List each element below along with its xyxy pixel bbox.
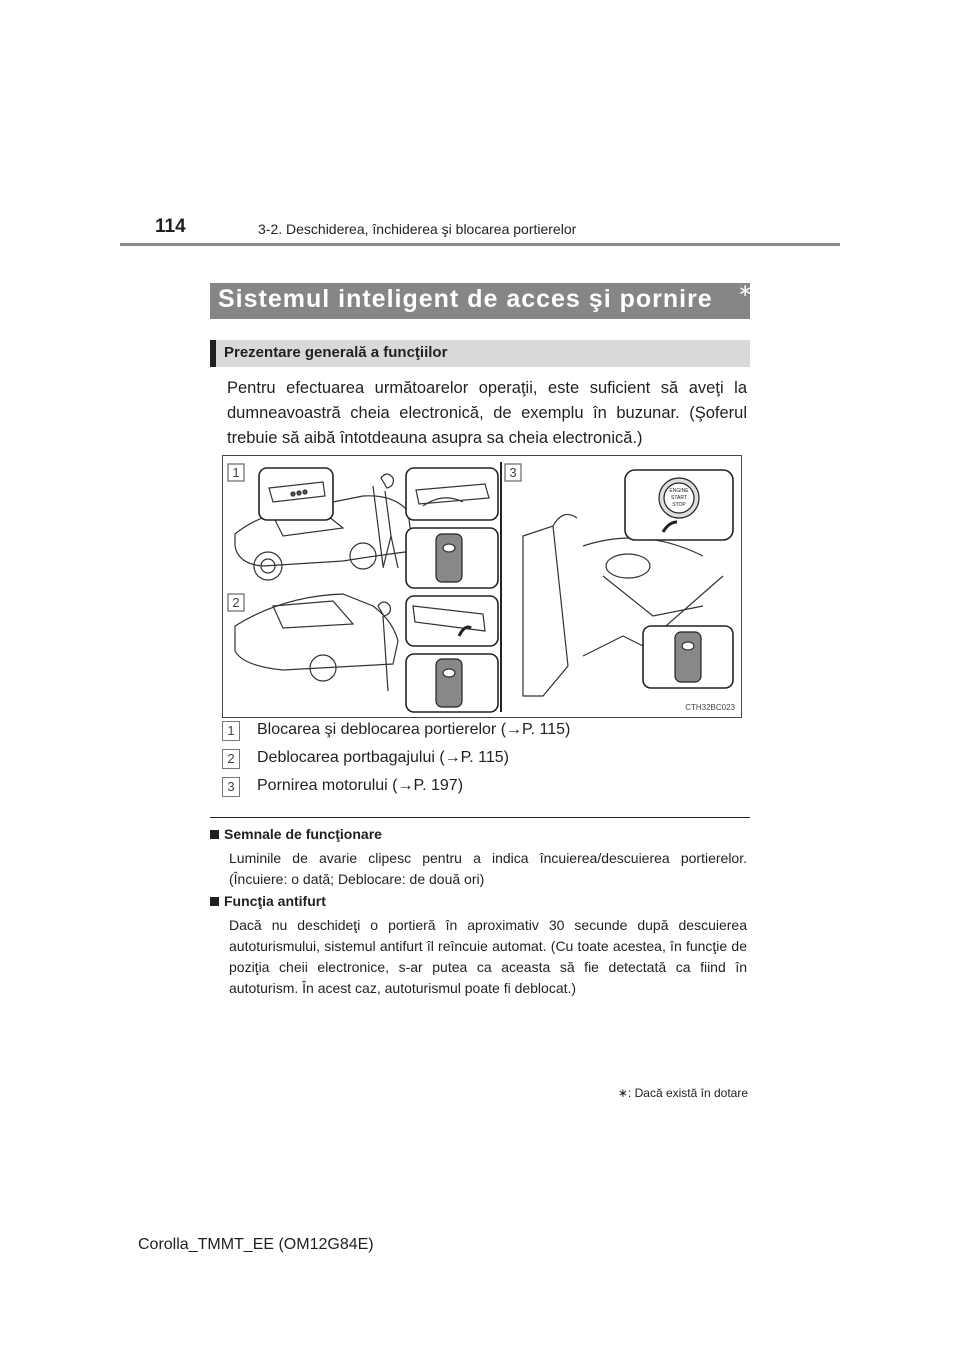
callout-text: Deblocarea portbagajului (→P. 115) (257, 749, 510, 766)
svg-text:3: 3 (509, 465, 517, 480)
illus-label-2 (228, 594, 244, 611)
svg-text:ENGINE: ENGINE (669, 488, 689, 494)
note-heading-text: Semnale de funcţionare (224, 826, 382, 842)
section-heading-marker (210, 340, 216, 367)
note-heading-2 (210, 893, 326, 909)
footer-doc-id: Corolla_TMMT_EE (OM12G84E) (138, 1236, 374, 1253)
chapter-title: 3-2. Deschiderea, închiderea şi blocarea portierelor (258, 221, 577, 237)
intro-paragraph: Pentru efectuarea următoarelor operaţii, este suficient să aveţi la dumneavoastră cheia electronică, de exemplu în buzunar. (Şoferul trebuie să aibă întotdeauna asupra sa cheia electronică.) (227, 379, 747, 447)
footnote: ∗: Dacă există în dotare (617, 1086, 748, 1100)
svg-text:STOP: STOP (672, 502, 686, 508)
illustration-code: CTH32BC023 (685, 703, 735, 712)
illus-label-3 (505, 464, 521, 481)
section-divider (210, 817, 750, 818)
callout-number: 3 (222, 777, 240, 797)
engine-start-button-inset (625, 470, 733, 540)
note-heading-text: Funcţia antifurt (224, 893, 326, 909)
page-number: 114 (155, 216, 186, 237)
callout-text: Pornirea motorului (→P. 197) (257, 777, 464, 794)
section-heading: Prezentare generală a funcţiilor (224, 344, 448, 361)
car-rear-illustration (235, 594, 398, 691)
door-handle-inset (259, 468, 333, 520)
page-title: Sistemul inteligent de acces şi pornire (218, 285, 713, 313)
note-body-2: Dacă nu deschideţi o portieră în aproximativ 30 secunde după descuierea autoturismului, sistemul antifurt îl reîncuie automat. (Cu toate acestea, în funcţie de poziţia cheii electronice, s-ar putea ca aceasta să fie detectată ca fiind în autoturism. În acest caz, autoturismul poate fi deblocat.) (229, 917, 747, 996)
callout-number: 1 (222, 721, 240, 741)
trunk-opener-inset (406, 596, 498, 646)
svg-text:1: 1 (232, 465, 240, 480)
bullet-square-icon (210, 897, 219, 906)
key-fob-icon-2 (406, 654, 498, 712)
key-fob-icon-3 (643, 626, 733, 688)
title-asterisk: ∗ (738, 281, 753, 300)
note-body-1: Luminile de avarie clipesc pentru a indica încuierea/descuierea portierelor. (Încuiere: o dată; Deblocare: de două ori) (229, 850, 747, 887)
svg-text:START: START (671, 495, 687, 501)
callout-number: 2 (222, 749, 240, 769)
bullet-square-icon (210, 830, 219, 839)
callout-text: Blocarea şi deblocarea portierelor (→P. 115) (257, 721, 571, 738)
header-divider (120, 243, 840, 246)
key-fob-icon-1 (406, 528, 498, 588)
door-handle-inset-2 (406, 468, 498, 520)
svg-text:2: 2 (232, 595, 240, 610)
illus-label-1 (228, 464, 244, 481)
illustration (222, 455, 742, 718)
note-heading-1 (210, 826, 382, 842)
